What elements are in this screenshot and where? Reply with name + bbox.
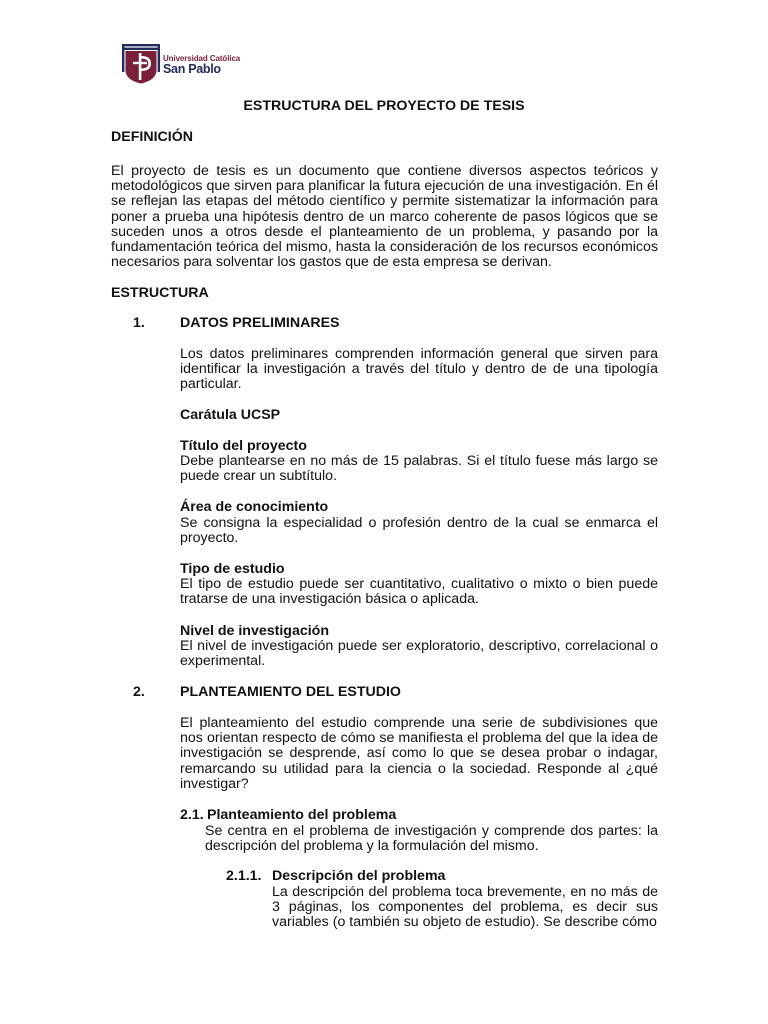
- university-logo: [122, 44, 241, 84]
- logo-line-1: Universidad Católica: [163, 54, 241, 63]
- section-1-heading: DATOS PRELIMINARES: [180, 315, 340, 331]
- section-2-number: 2.: [133, 684, 145, 700]
- area-text: Se consigna la especialidad o profesión dentro de la cual se enmarca el proyecto.: [180, 515, 658, 547]
- subsection-2-1-1-number: 2.1.1.: [226, 868, 262, 884]
- titulo-text: Debe plantearse en no más de 15 palabras. Si el título fuese más largo se puede crear un subtítulo.: [180, 453, 658, 485]
- logo-line-2: San Pablo: [163, 62, 221, 76]
- subsection-2-1-1-heading: Descripción del problema: [272, 868, 446, 884]
- nivel-text: El nivel de investigación puede ser exploratorio, descriptivo, correlacional o experimental.: [180, 638, 658, 670]
- definicion-paragraph: El proyecto de tesis es un documento que contiene diversos aspectos teóricos y metodológicos que sirven para planificar la futura ejecución de una investigación. En él se reflejan las etapas del método científico y permite sistematizar la información para poner a prueba una hipótesis dentro de un marco coherente de pasos lógicos que se suceden unos a otros desde el planteamiento de un problema, y pasando por la fundamentación teórica del mismo, hasta la consideración de los recursos económicos necesarios para solventar los gastos que de esta empresa se derivan.: [111, 163, 658, 271]
- subsection-2-1-number: 2.1.: [180, 807, 204, 823]
- section-1-number: 1.: [133, 315, 145, 331]
- section-2-intro: El planteamiento del estudio comprende una serie de subdivisiones que nos orientan respecto de cómo se manifiesta el problema del que la idea de investigación se desprende, así como lo que se desea probar o indagar, remarcando su utilidad para la ciencia o la sociedad. Responde al ¿qué investigar?: [180, 715, 658, 792]
- ucsp-crest-icon: [122, 44, 160, 84]
- subsection-2-1-1-text: La descripción del problema toca brevemente, en no más de 3 páginas, los componentes del problema, es decir sus variables (o también su objeto de estudio). Se describe cómo: [272, 884, 658, 931]
- heading-estructura: ESTRUCTURA: [111, 285, 209, 301]
- caratula-heading: Carátula UCSP: [180, 407, 281, 423]
- section-2-heading: PLANTEAMIENTO DEL ESTUDIO: [180, 684, 401, 700]
- area-heading: Área de conocimiento: [180, 499, 329, 515]
- subsection-2-1-heading: Planteamiento del problema: [207, 807, 397, 823]
- tipo-text: El tipo de estudio puede ser cuantitativo, cualitativo o mixto o bien puede tratarse de una investigación básica o aplicada.: [180, 576, 658, 608]
- subsection-2-1-text: Se centra en el problema de investigación y comprende dos partes: la descripción del problema y la formulación del mismo.: [205, 823, 658, 855]
- document-title: ESTRUCTURA DEL PROYECTO DE TESIS: [243, 98, 525, 114]
- section-1-intro: Los datos preliminares comprenden información general que sirven para identificar la investigación a través del título y dentro de de una tipología particular.: [180, 346, 658, 393]
- titulo-heading: Título del proyecto: [180, 438, 307, 454]
- heading-definicion: DEFINICIÓN: [111, 129, 193, 145]
- tipo-heading: Tipo de estudio: [180, 561, 285, 577]
- nivel-heading: Nivel de investigación: [180, 623, 330, 639]
